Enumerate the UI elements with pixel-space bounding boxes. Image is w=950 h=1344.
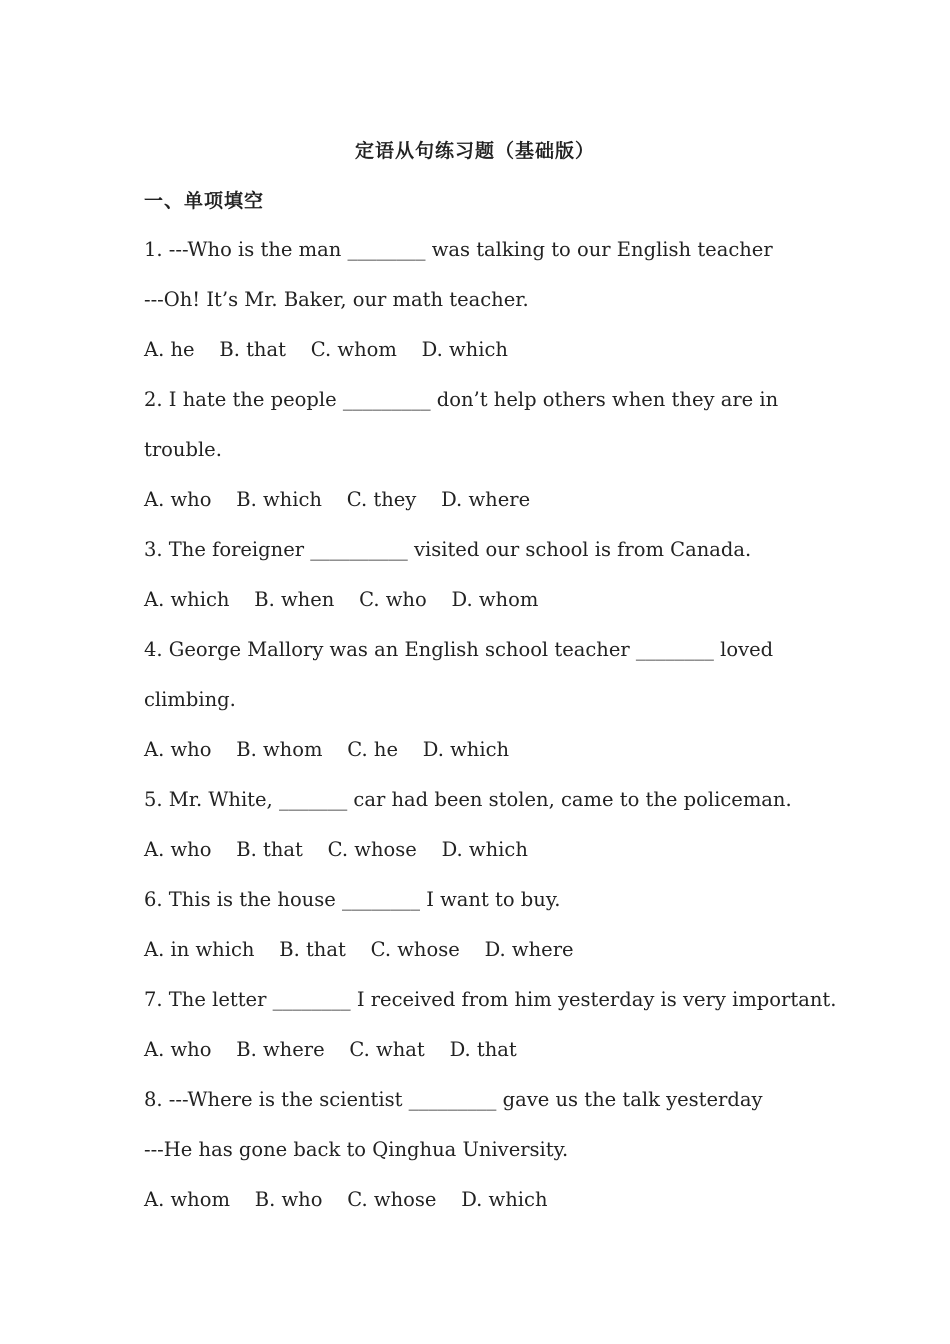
question-1-options: A. he B. that C. whom D. which: [144, 338, 508, 361]
question-3-stem: 3. The foreigner __________ visited our school is from Canada.: [144, 538, 752, 561]
question-5-stem: 5. Mr. White, _______ car had been stolen, came to the policeman.: [144, 788, 792, 811]
question-8-dialogue: ---He has gone back to Qinghua University.: [144, 1138, 569, 1161]
question-1-dialogue: ---Oh! It’s Mr. Baker, our math teacher.: [144, 288, 529, 311]
question-2-stem: 2. I hate the people _________ don’t help others when they are in: [144, 388, 779, 411]
question-8-options: A. whom B. who C. whose D. which: [144, 1188, 548, 1211]
question-5-options: A. who B. that C. whose D. which: [144, 838, 528, 861]
question-6-stem: 6. This is the house ________ I want to buy.: [144, 888, 561, 911]
question-4-stem: 4. George Mallory was an English school teacher ________ loved: [144, 638, 774, 661]
question-4-options: A. who B. whom C. he D. which: [144, 738, 510, 761]
question-1-stem: 1. ---Who is the man ________ was talking to our English teacher: [144, 238, 773, 261]
question-7-options: A. who B. where C. what D. that: [144, 1038, 517, 1061]
question-3-options: A. which B. when C. who D. whom: [144, 588, 539, 611]
question-2-options: A. who B. which C. they D. where: [144, 488, 531, 511]
question-2-stem-continued: trouble.: [144, 438, 222, 461]
question-6-options: A. in which B. that C. whose D. where: [144, 938, 574, 961]
question-8-stem: 8. ---Where is the scientist _________ gave us the talk yesterday: [144, 1088, 763, 1111]
page-title: 定语从句练习题（基础版）: [354, 140, 595, 162]
question-4-stem-continued: climbing.: [144, 688, 236, 711]
question-7-stem: 7. The letter ________ I received from him yesterday is very important.: [144, 988, 837, 1011]
section-heading: 一、单项填空: [144, 190, 265, 212]
